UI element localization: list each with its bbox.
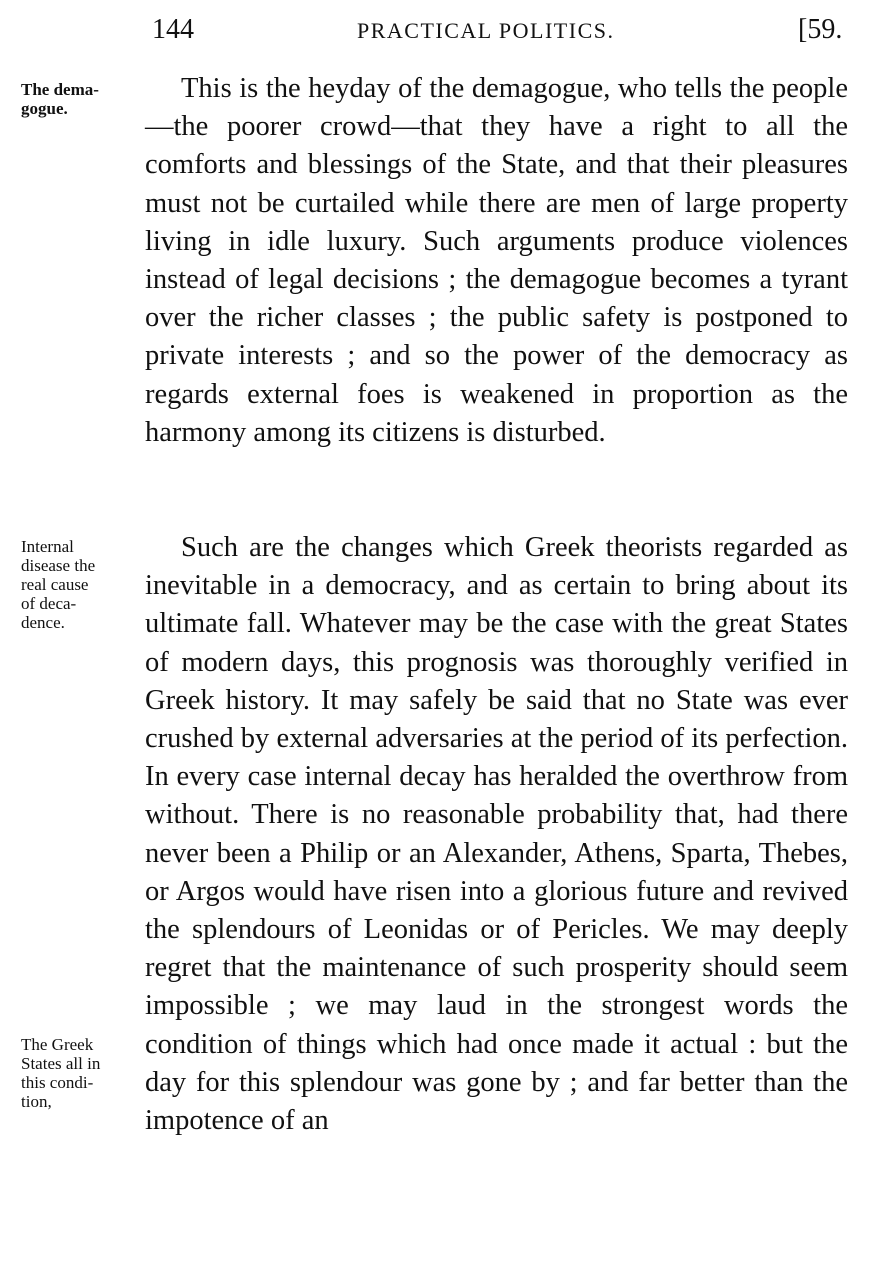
margin-note-greek-states: The Greek States all in this condi- tion, xyxy=(21,1035,101,1111)
page-number: 144 xyxy=(152,14,194,45)
running-title: PRACTICAL POLITICS. xyxy=(357,18,615,43)
running-header xyxy=(0,12,881,52)
margin-note-demagogue: The dema- gogue. xyxy=(21,80,99,118)
body-paragraph-2: Such are the changes which Greek theorists regarded as inevitable in a democracy, and as certain to bring about its ultimate fall. Whatever may be the case with the great States of modern days, this prognosis was thoroughly verified in Greek history. It may safely be said that no State was ever crushed by external adversaries at the period of its perfection. In every case internal decay has heralded the overthrow from without. There is no reasonable probability that, had there never been a Philip or an Alexander, Athens, Sparta, Thebes, or Argos would have risen into a glorious future and revived the splendours of Leonidas or of Pericles. We may deeply regret that the maintenance of such prosperity should seem impossible ; we may laud in the strongest words the condition of things which had once made it actual : but the day for this splendour was gone by ; and far better than the impotence of an xyxy=(145,532,848,1137)
margin-note-internal-disease: Internal disease the real cause of deca- dence. xyxy=(21,537,96,632)
section-marker: [59. xyxy=(798,14,843,45)
body-paragraph-1: This is the heyday of the demagogue, who tells the people—the poorer crowd—that they have a right to all the comforts and blessings of the State, and that their pleasures must not be curtailed while there are men of large property living in idle luxury. Such arguments produce violences instead of legal decisions ; the demagogue becomes a tyrant over the richer classes ; the public safety is postponed to private interests ; and so the power of the democracy as regards external foes is weakened in proportion as the harmony among its citizens is disturbed. xyxy=(145,73,848,448)
